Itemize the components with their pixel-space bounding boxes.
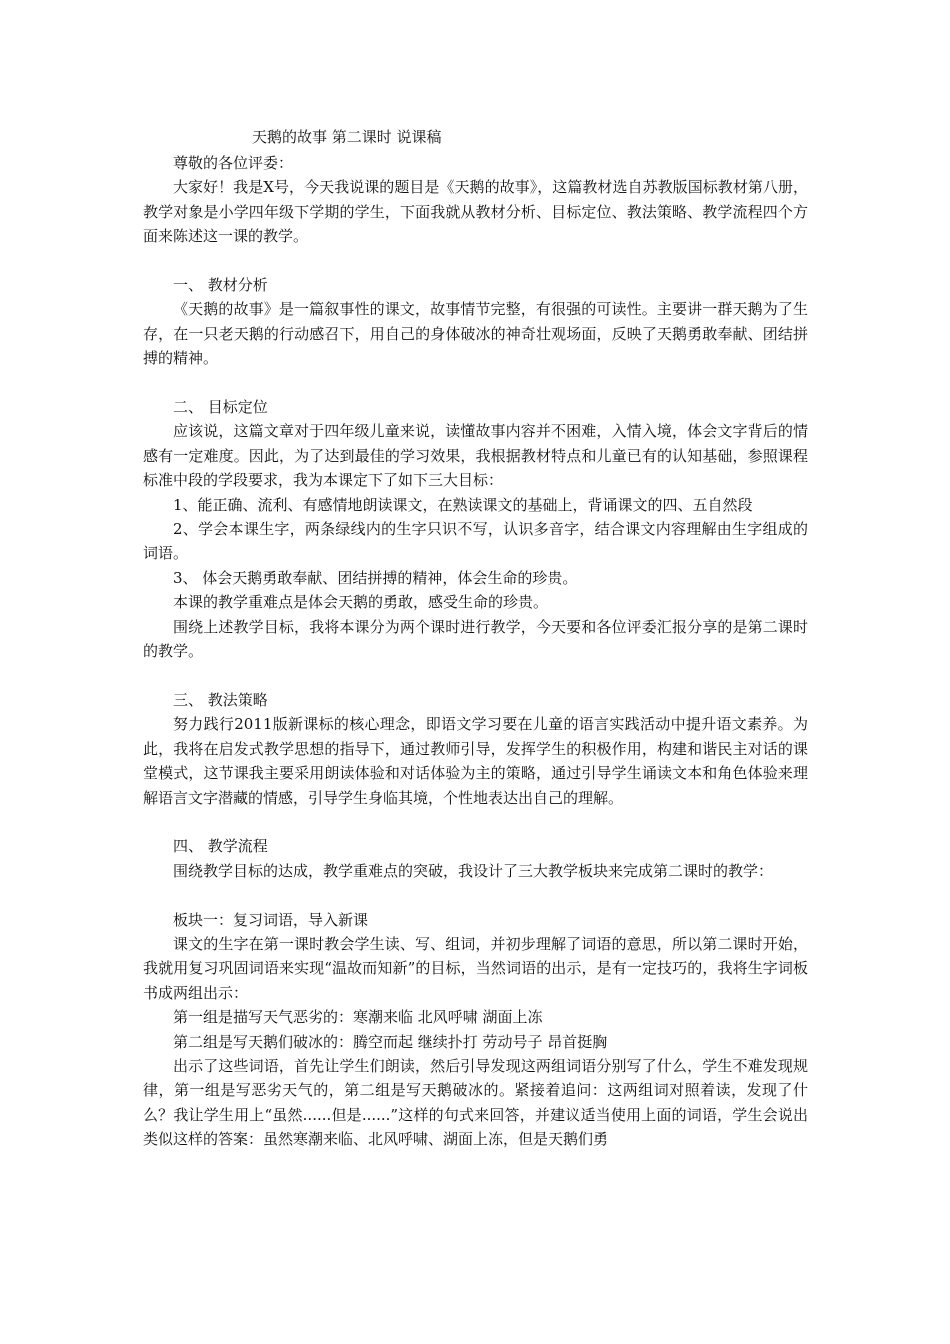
blank-line xyxy=(143,249,808,273)
block1-paragraph-2: 出示了这些词语，首先让学生们朗读，然后引导发现这两组词语分别写了什么，学生不难发现规律，第一组是写恶劣天气的，第二组是写天鹅破冰的。紧接着追问：这两组词对照着读，发现了什么？我让学生用上“虽然......但是......”这样的句式来回答，并建议适当使用上面的词语，学生会说出类似这样的答案：虽然寒潮来临、北风呼啸、湖面上冻，但是天鹅们勇 xyxy=(143,1056,808,1149)
document-title: 天鹅的故事 第二课时 说课稿 xyxy=(252,128,442,146)
section-heading-strategy: 三、 教法策略 xyxy=(173,690,268,709)
block1-paragraph: 课文的生字在第一课时教会学生读、写、组词，并初步理解了词语的意思，所以第二课时开始，我就用复习巩固词语来实现“温故而知新”的目标，当然词语的出示，是有一定技巧的，我将生字词板书成两组出示： xyxy=(143,934,808,1002)
goal-item-1: 1、能正确、流利、有感情地朗读课文，在熟读课文的基础上，背诵课文的四、五自然段 xyxy=(173,495,753,514)
word-group-2: 第二组是写天鹅们破冰的：腾空而起 继续扑打 劳动号子 昂首挺胸 xyxy=(173,1032,608,1051)
intro-paragraph: 大家好！我是X号，今天我说课的题目是《天鹅的故事》，这篇教材选自苏教版国标教材第八册，教学对象是小学四年级下学期的学生，下面我就从教材分析、目标定位、教法策略、教学流程四个方面来陈述这一课的教学。 xyxy=(143,178,808,246)
blank-line xyxy=(143,371,808,395)
word-group-1: 第一组是描写天气恶劣的：寒潮来临 北风呼啸 湖面上冻 xyxy=(173,1008,543,1027)
block1-heading: 板块一：复习词语，导入新课 xyxy=(173,910,369,929)
focus-paragraph: 本课的教学重难点是体会天鹅的勇敢，感受生命的珍贵。 xyxy=(173,593,549,612)
blank-line xyxy=(143,664,808,688)
goal-item-3: 3、 体会天鹅勇敢奉献、团结拼搏的精神，体会生命的珍贵。 xyxy=(173,568,578,587)
goals-paragraph: 应该说，这篇文章对于四年级儿童来说，读懂故事内容并不困难，入情入境，体会文字背后的情感有一定难度。因此，为了达到最佳的学习效果，我根据教材特点和儿童已有的认知基础，参照课程标准中段的学段要求，我为本课定下了如下三大目标： xyxy=(143,422,808,490)
goal-item-2: 2、学会本课生字，两条绿线内的生字只识不写，认识多音字，结合课文内容理解由生字组成的词语。 xyxy=(143,520,808,563)
section-heading-process: 四、 教学流程 xyxy=(173,837,268,856)
section-heading-goals: 二、 目标定位 xyxy=(173,398,268,417)
document-body xyxy=(143,151,808,1152)
blank-line xyxy=(143,810,808,834)
strategy-paragraph: 努力践行2011版新课标的核心理念，即语文学习要在儿童的语言实践活动中提升语文素养。为此，我将在启发式教学思想的指导下，通过教师引导，发挥学生的积极作用，构建和谐民主对话的课堂模式，这节课我主要采用朗读体验和对话体验为主的策略，通过引导学生诵读文本和角色体验来理解语言文字潜藏的情感，引导学生身临其境，个性地表达出自己的理解。 xyxy=(143,715,808,807)
process-paragraph: 围绕教学目标的达成，教学重难点的突破，我设计了三大教学板块来完成第二课时的教学： xyxy=(173,861,774,880)
plan-paragraph: 围绕上述教学目标，我将本课分为两个课时进行教学，今天要和各位评委汇报分享的是第二课时的教学。 xyxy=(143,617,808,661)
materials-paragraph: 《天鹅的故事》是一篇叙事性的课文，故事情节完整，有很强的可读性。主要讲一群天鹅为了生存，在一只老天鹅的行动感召下，用自己的身体破冰的神奇壮观场面，反映了天鹅勇敢奉献、团结拼搏的精神。 xyxy=(143,300,808,368)
greeting: 尊敬的各位评委： xyxy=(173,154,294,172)
section-heading-materials: 一、 教材分析 xyxy=(173,276,268,295)
blank-line xyxy=(143,883,808,907)
